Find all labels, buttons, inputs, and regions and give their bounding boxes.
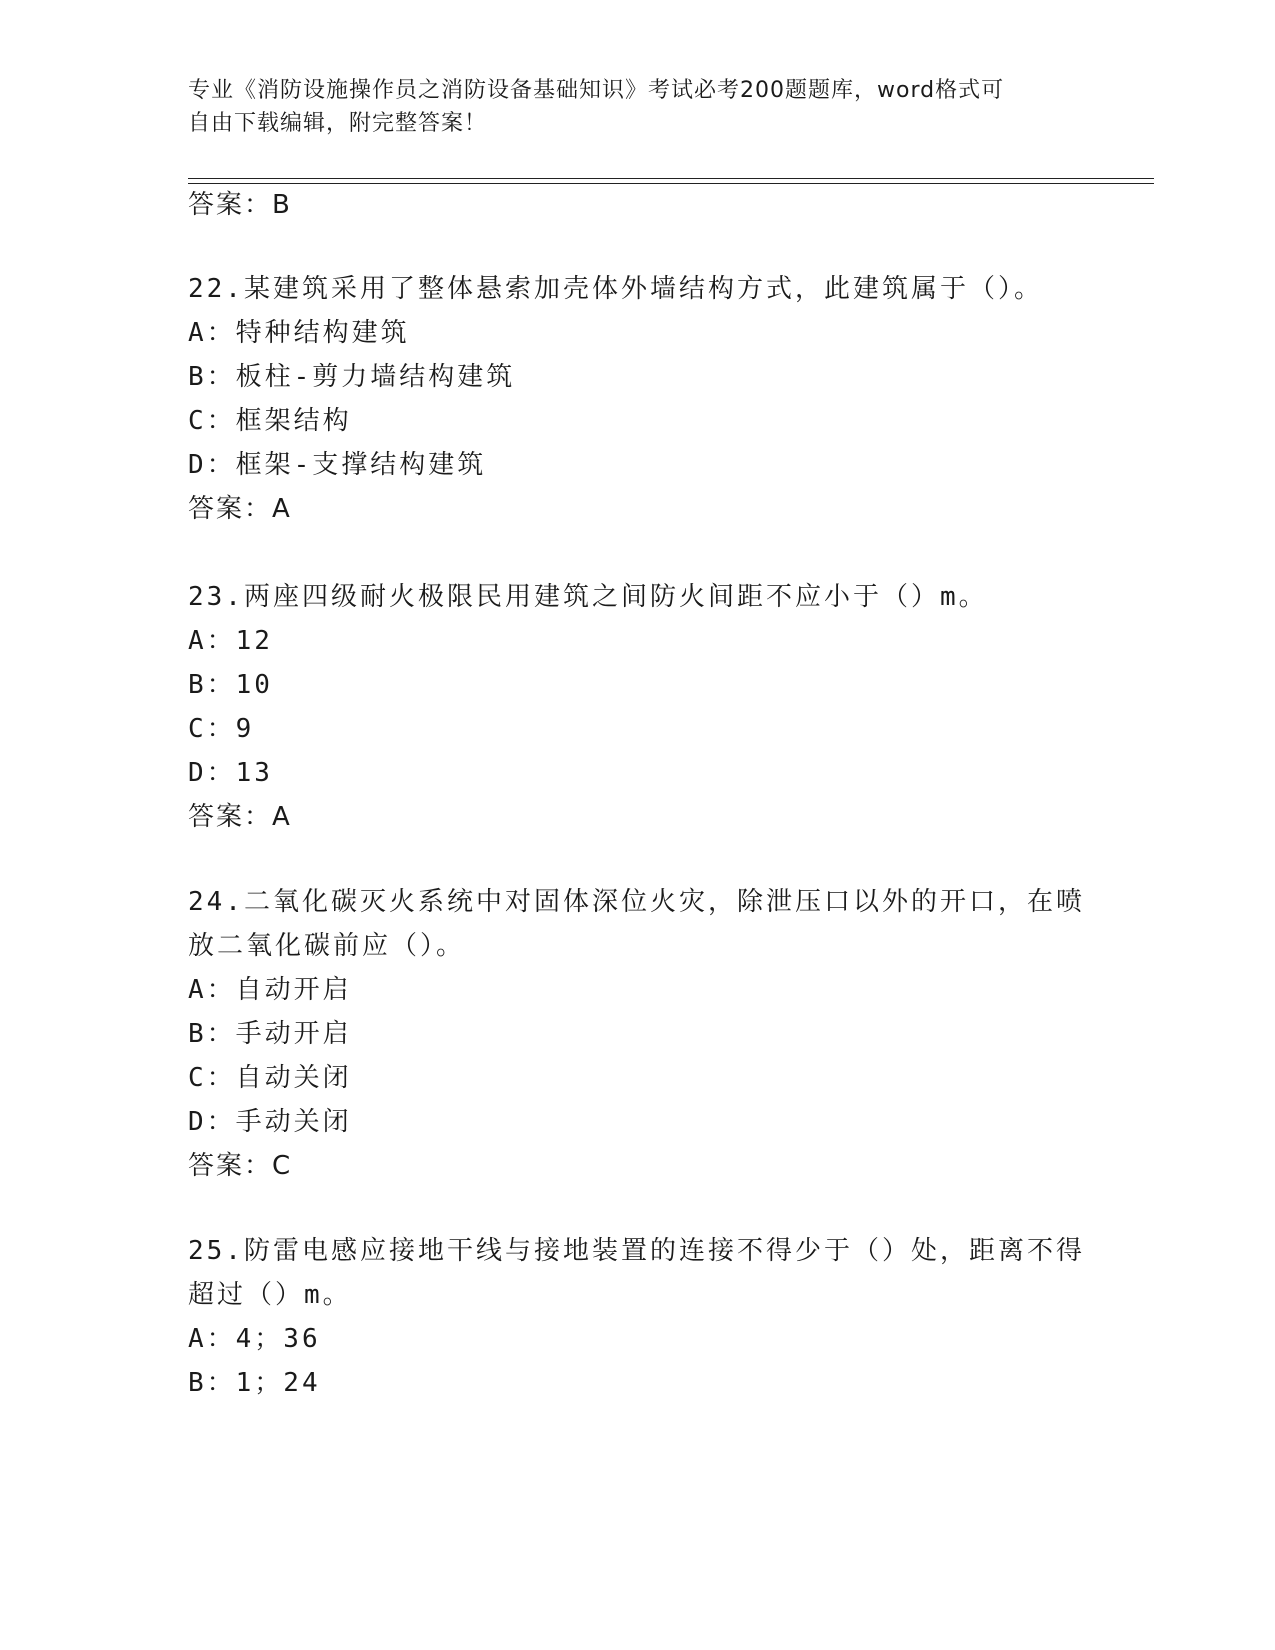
question-23-option-a: A：12 xyxy=(188,626,273,656)
question-22-stem: 22.某建筑采用了整体悬索加壳体外墙结构方式，此建筑属于（）。 xyxy=(188,274,1043,304)
question-24-answer: 答案：C xyxy=(188,1151,293,1181)
question-25-stem-line-2: 超过（）m。 xyxy=(188,1280,352,1310)
question-23-option-b: B：10 xyxy=(188,670,273,700)
question-24-option-d: D：手动关闭 xyxy=(188,1107,352,1137)
header-line-2: 自由下载编辑，附完整答案！ xyxy=(188,111,488,136)
question-24-option-a: A：自动开启 xyxy=(188,975,352,1005)
question-25-option-a: A：4；36 xyxy=(188,1324,321,1354)
previous-answer: 答案：B xyxy=(188,190,292,220)
question-24-stem-line-2: 放二氧化碳前应（）。 xyxy=(188,931,466,961)
question-23-answer: 答案：A xyxy=(188,802,292,832)
question-22-option-c: C：框架结构 xyxy=(188,406,352,436)
question-22-answer: 答案：A xyxy=(188,494,292,524)
question-25-option-b: B：1；24 xyxy=(188,1368,321,1398)
question-23-option-c: C：9 xyxy=(188,714,255,744)
question-22-option-a: A：特种结构建筑 xyxy=(188,318,410,348)
question-22-option-d: D：框架-支撑结构建筑 xyxy=(188,450,487,480)
question-24-option-c: C：自动关闭 xyxy=(188,1063,352,1093)
question-22-option-b: B：板柱-剪力墙结构建筑 xyxy=(188,362,516,392)
question-24-stem-line-1: 24.二氧化碳灭火系统中对固体深位火灾，除泄压口以外的开口，在喷 xyxy=(188,887,1085,917)
document-header xyxy=(188,74,1088,140)
header-divider-top xyxy=(188,178,1154,179)
question-23-option-d: D：13 xyxy=(188,758,273,788)
question-23-stem: 23.两座四级耐火极限民用建筑之间防火间距不应小于（）m。 xyxy=(188,582,988,612)
header-line-1: 专业《消防设施操作员之消防设备基础知识》考试必考200题题库，word格式可 xyxy=(188,78,1005,103)
question-24-option-b: B：手动开启 xyxy=(188,1019,352,1049)
header-divider-bottom xyxy=(188,183,1154,184)
question-25-stem-line-1: 25.防雷电感应接地干线与接地装置的连接不得少于（）处，距离不得 xyxy=(188,1236,1085,1266)
